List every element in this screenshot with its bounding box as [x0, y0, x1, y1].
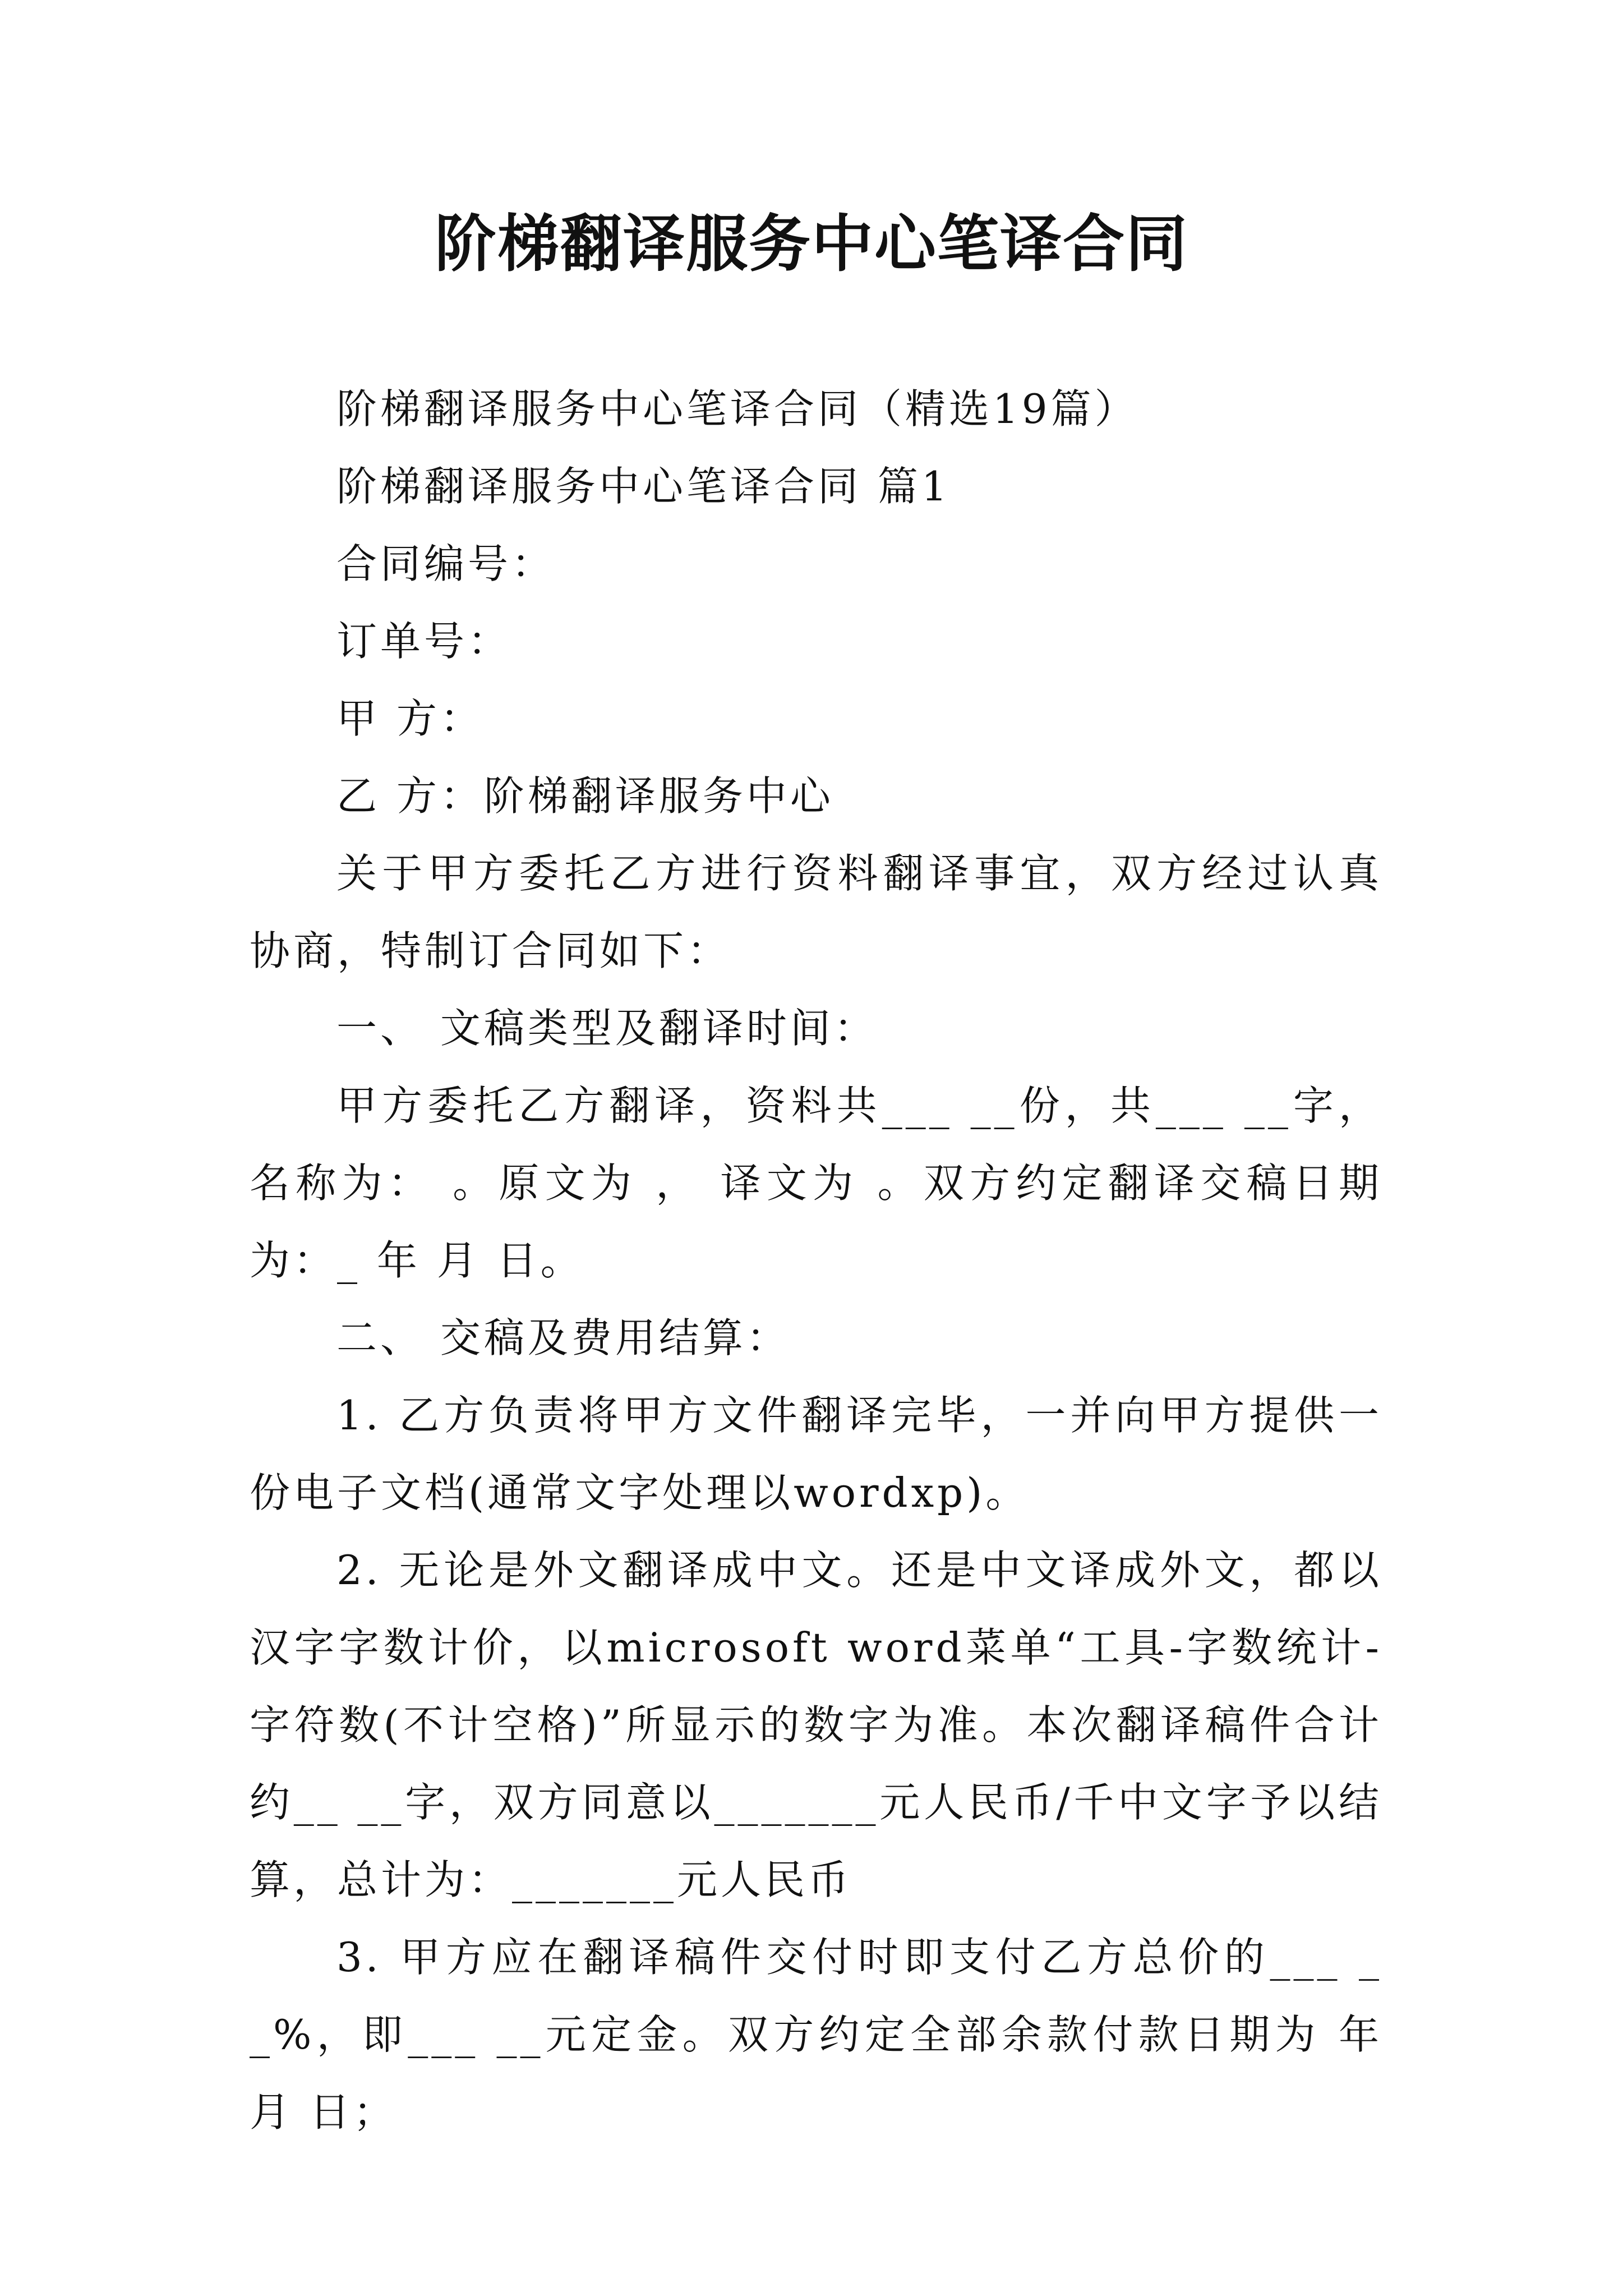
subtitle-paragraph: 阶梯翻译服务中心笔译合同（精选19篇） [336, 385, 1138, 432]
contract-number-line: 合同编号： [336, 540, 556, 587]
preamble-paragraph: 关于甲方委托乙方进行资料翻译事宜，双方经过认真协商，特制订合同如下： [250, 850, 1382, 974]
clause-2-item-2: 2. 无论是外文翻译成中文。还是中文译成外文，都以汉字字数计价，以microsoft word菜单“工具-字数统计-字符数(不计空格)”所显示的数字为准。本次翻译稿件合计约__ __字，双方同意以_______元人民币/千中文字予以结算，总计为：_______元人民币 [250, 1547, 1382, 1903]
section-heading: 阶梯翻译服务中心笔译合同 篇1 [336, 463, 951, 510]
clause-2-item-3: 3. 甲方应在翻译稿件交付时即支付乙方总价的___ __%，即___ __元定金。双方约定全部余款付款日期为 年 月 日； [250, 1934, 1382, 2136]
party-b-line: 乙 方：阶梯翻译服务中心 [336, 772, 834, 820]
clause-1-body: 甲方委托乙方翻译，资料共___ __份，共___ __字，名称为： 。原文为 ， 译文为 。双方约定翻译交稿日期为：_ 年 月 日。 [250, 1082, 1382, 1284]
party-a-line: 甲 方： [336, 695, 484, 742]
order-number-line: 订单号： [336, 618, 512, 665]
page-title: 阶梯翻译服务中心笔译合同 [435, 208, 1188, 280]
document-body [250, 370, 1382, 2151]
clause-1-heading: 一、 文稿类型及翻译时间： [336, 1005, 878, 1052]
clause-2-item-1: 1. 乙方负责将甲方文件翻译完毕，一并向甲方提供一份电子文档(通常文字处理以wordxp)。 [250, 1392, 1382, 1516]
clause-2-heading: 二、 交稿及费用结算： [336, 1314, 790, 1361]
